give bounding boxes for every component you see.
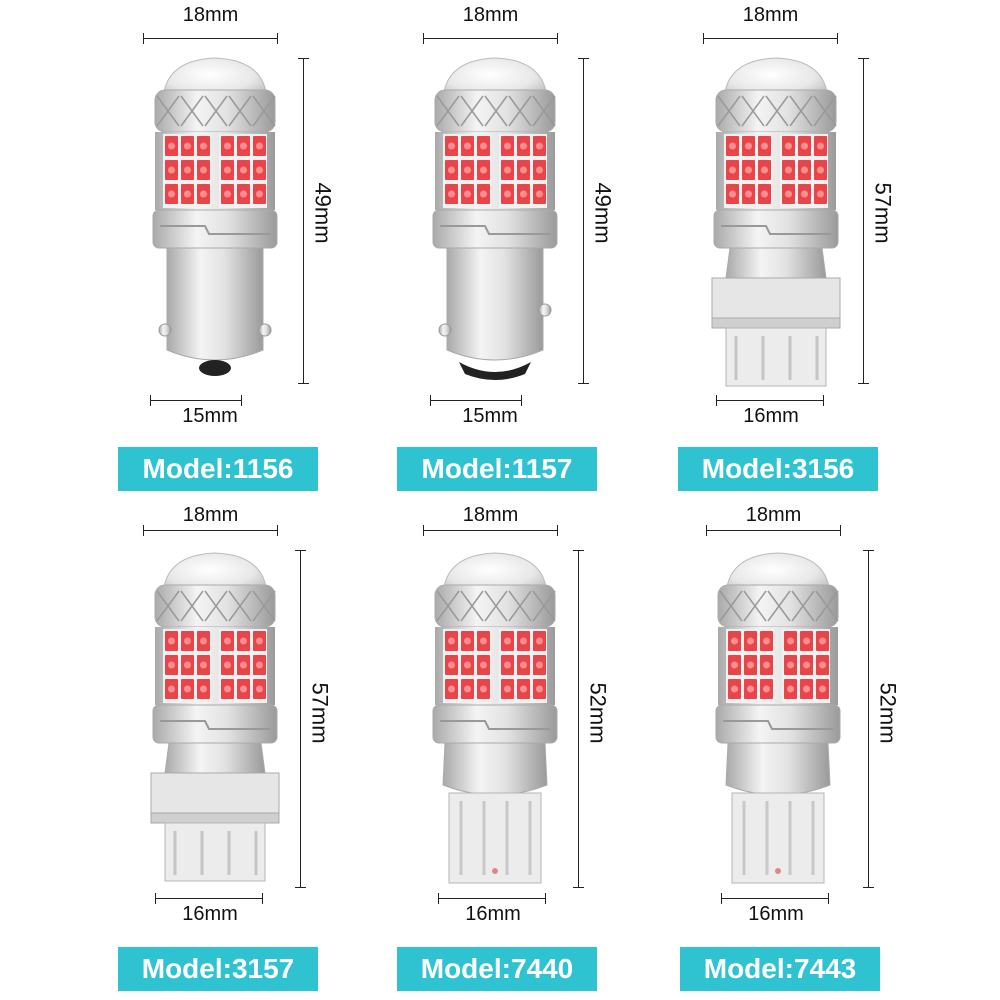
model-label: Model:1156 xyxy=(118,447,318,491)
crown-heatsink xyxy=(716,90,836,132)
crown-heatsink xyxy=(155,90,275,132)
base-width-line xyxy=(721,898,829,899)
height-line xyxy=(583,58,584,384)
base-width-dimension: 16mm xyxy=(748,903,804,925)
height-line xyxy=(300,550,301,888)
height-dimension: 57mm xyxy=(870,182,896,244)
base-width-line xyxy=(155,898,263,899)
bayonet-base xyxy=(167,248,263,360)
crown-heatsink xyxy=(435,585,555,627)
bayonet-pin xyxy=(259,324,271,336)
collar xyxy=(433,210,557,248)
led-bulb-3156-image xyxy=(696,50,856,390)
model-label: Model:3156 xyxy=(678,447,878,491)
bulb-card-7440 xyxy=(333,500,666,1000)
bulb-card-1157 xyxy=(333,0,666,500)
base-width-line xyxy=(430,400,522,401)
solder-dot xyxy=(492,868,498,874)
height-dimension: 49mm xyxy=(310,182,336,244)
top-width-line xyxy=(143,38,278,39)
base-width-dimension: 15mm xyxy=(182,405,238,427)
height-dimension: 52mm xyxy=(875,682,901,744)
top-width-dimension: 18mm xyxy=(182,4,239,26)
collar xyxy=(716,705,840,743)
collar xyxy=(433,705,557,743)
model-label: Model:7443 xyxy=(680,947,880,991)
collar xyxy=(153,705,277,743)
neck xyxy=(443,743,547,795)
wedge-base xyxy=(726,328,826,386)
base-width-line xyxy=(716,400,824,401)
bulb-card-3156 xyxy=(666,0,999,500)
top-width-dimension: 18mm xyxy=(462,4,519,26)
height-line xyxy=(863,58,864,384)
crown-heatsink xyxy=(435,90,555,132)
height-dimension: 49mm xyxy=(590,182,616,244)
top-width-dimension: 18mm xyxy=(745,504,802,526)
crown-heatsink xyxy=(155,585,275,627)
led-bulb-3157-image xyxy=(135,545,295,890)
bulb-card-7443 xyxy=(666,500,999,1000)
top-width-dimension: 18mm xyxy=(462,504,519,526)
model-label: Model:1157 xyxy=(397,447,597,491)
bayonet-pin xyxy=(159,324,171,336)
base-width-dimension: 16mm xyxy=(182,903,238,925)
collar xyxy=(153,210,277,248)
led-bulb-7440-image xyxy=(415,545,575,890)
top-width-line xyxy=(706,530,841,531)
bayonet-pin xyxy=(439,324,451,336)
led-bulb-7443-image xyxy=(698,545,858,890)
base-width-dimension: 16mm xyxy=(743,405,799,427)
neck xyxy=(165,743,265,773)
top-width-dimension: 18mm xyxy=(182,504,239,526)
model-label: Model:7440 xyxy=(397,947,597,991)
bayonet-base xyxy=(447,248,543,360)
top-width-line xyxy=(423,530,558,531)
contact-base xyxy=(459,362,531,380)
solder-dot xyxy=(775,868,781,874)
neck xyxy=(726,248,826,278)
model-label: Model:3157 xyxy=(118,947,318,991)
wedge-flange xyxy=(712,278,840,318)
crown-heatsink xyxy=(718,585,838,627)
collar xyxy=(714,210,838,248)
bulb-card-1156 xyxy=(0,0,336,500)
base-width-dimension: 15mm xyxy=(462,405,518,427)
base-width-line xyxy=(438,898,546,899)
height-line xyxy=(303,58,304,384)
neck xyxy=(726,743,830,795)
top-width-line xyxy=(423,38,558,39)
led-bulb-1157-image xyxy=(415,50,575,390)
contact-base xyxy=(199,360,231,376)
top-width-line xyxy=(143,530,278,531)
height-dimension: 52mm xyxy=(585,682,611,744)
bulb-card-3157 xyxy=(0,500,333,1000)
height-dimension: 57mm xyxy=(307,682,333,744)
height-line xyxy=(868,550,869,888)
top-width-line xyxy=(703,38,838,39)
wedge-base xyxy=(165,823,265,881)
base-width-dimension: 16mm xyxy=(465,903,521,925)
led-bulb-1156-image xyxy=(135,50,295,390)
base-width-line xyxy=(150,400,242,401)
wedge-flange xyxy=(151,773,279,813)
top-width-dimension: 18mm xyxy=(742,4,799,26)
bayonet-pin xyxy=(539,304,551,316)
height-line xyxy=(578,550,579,888)
